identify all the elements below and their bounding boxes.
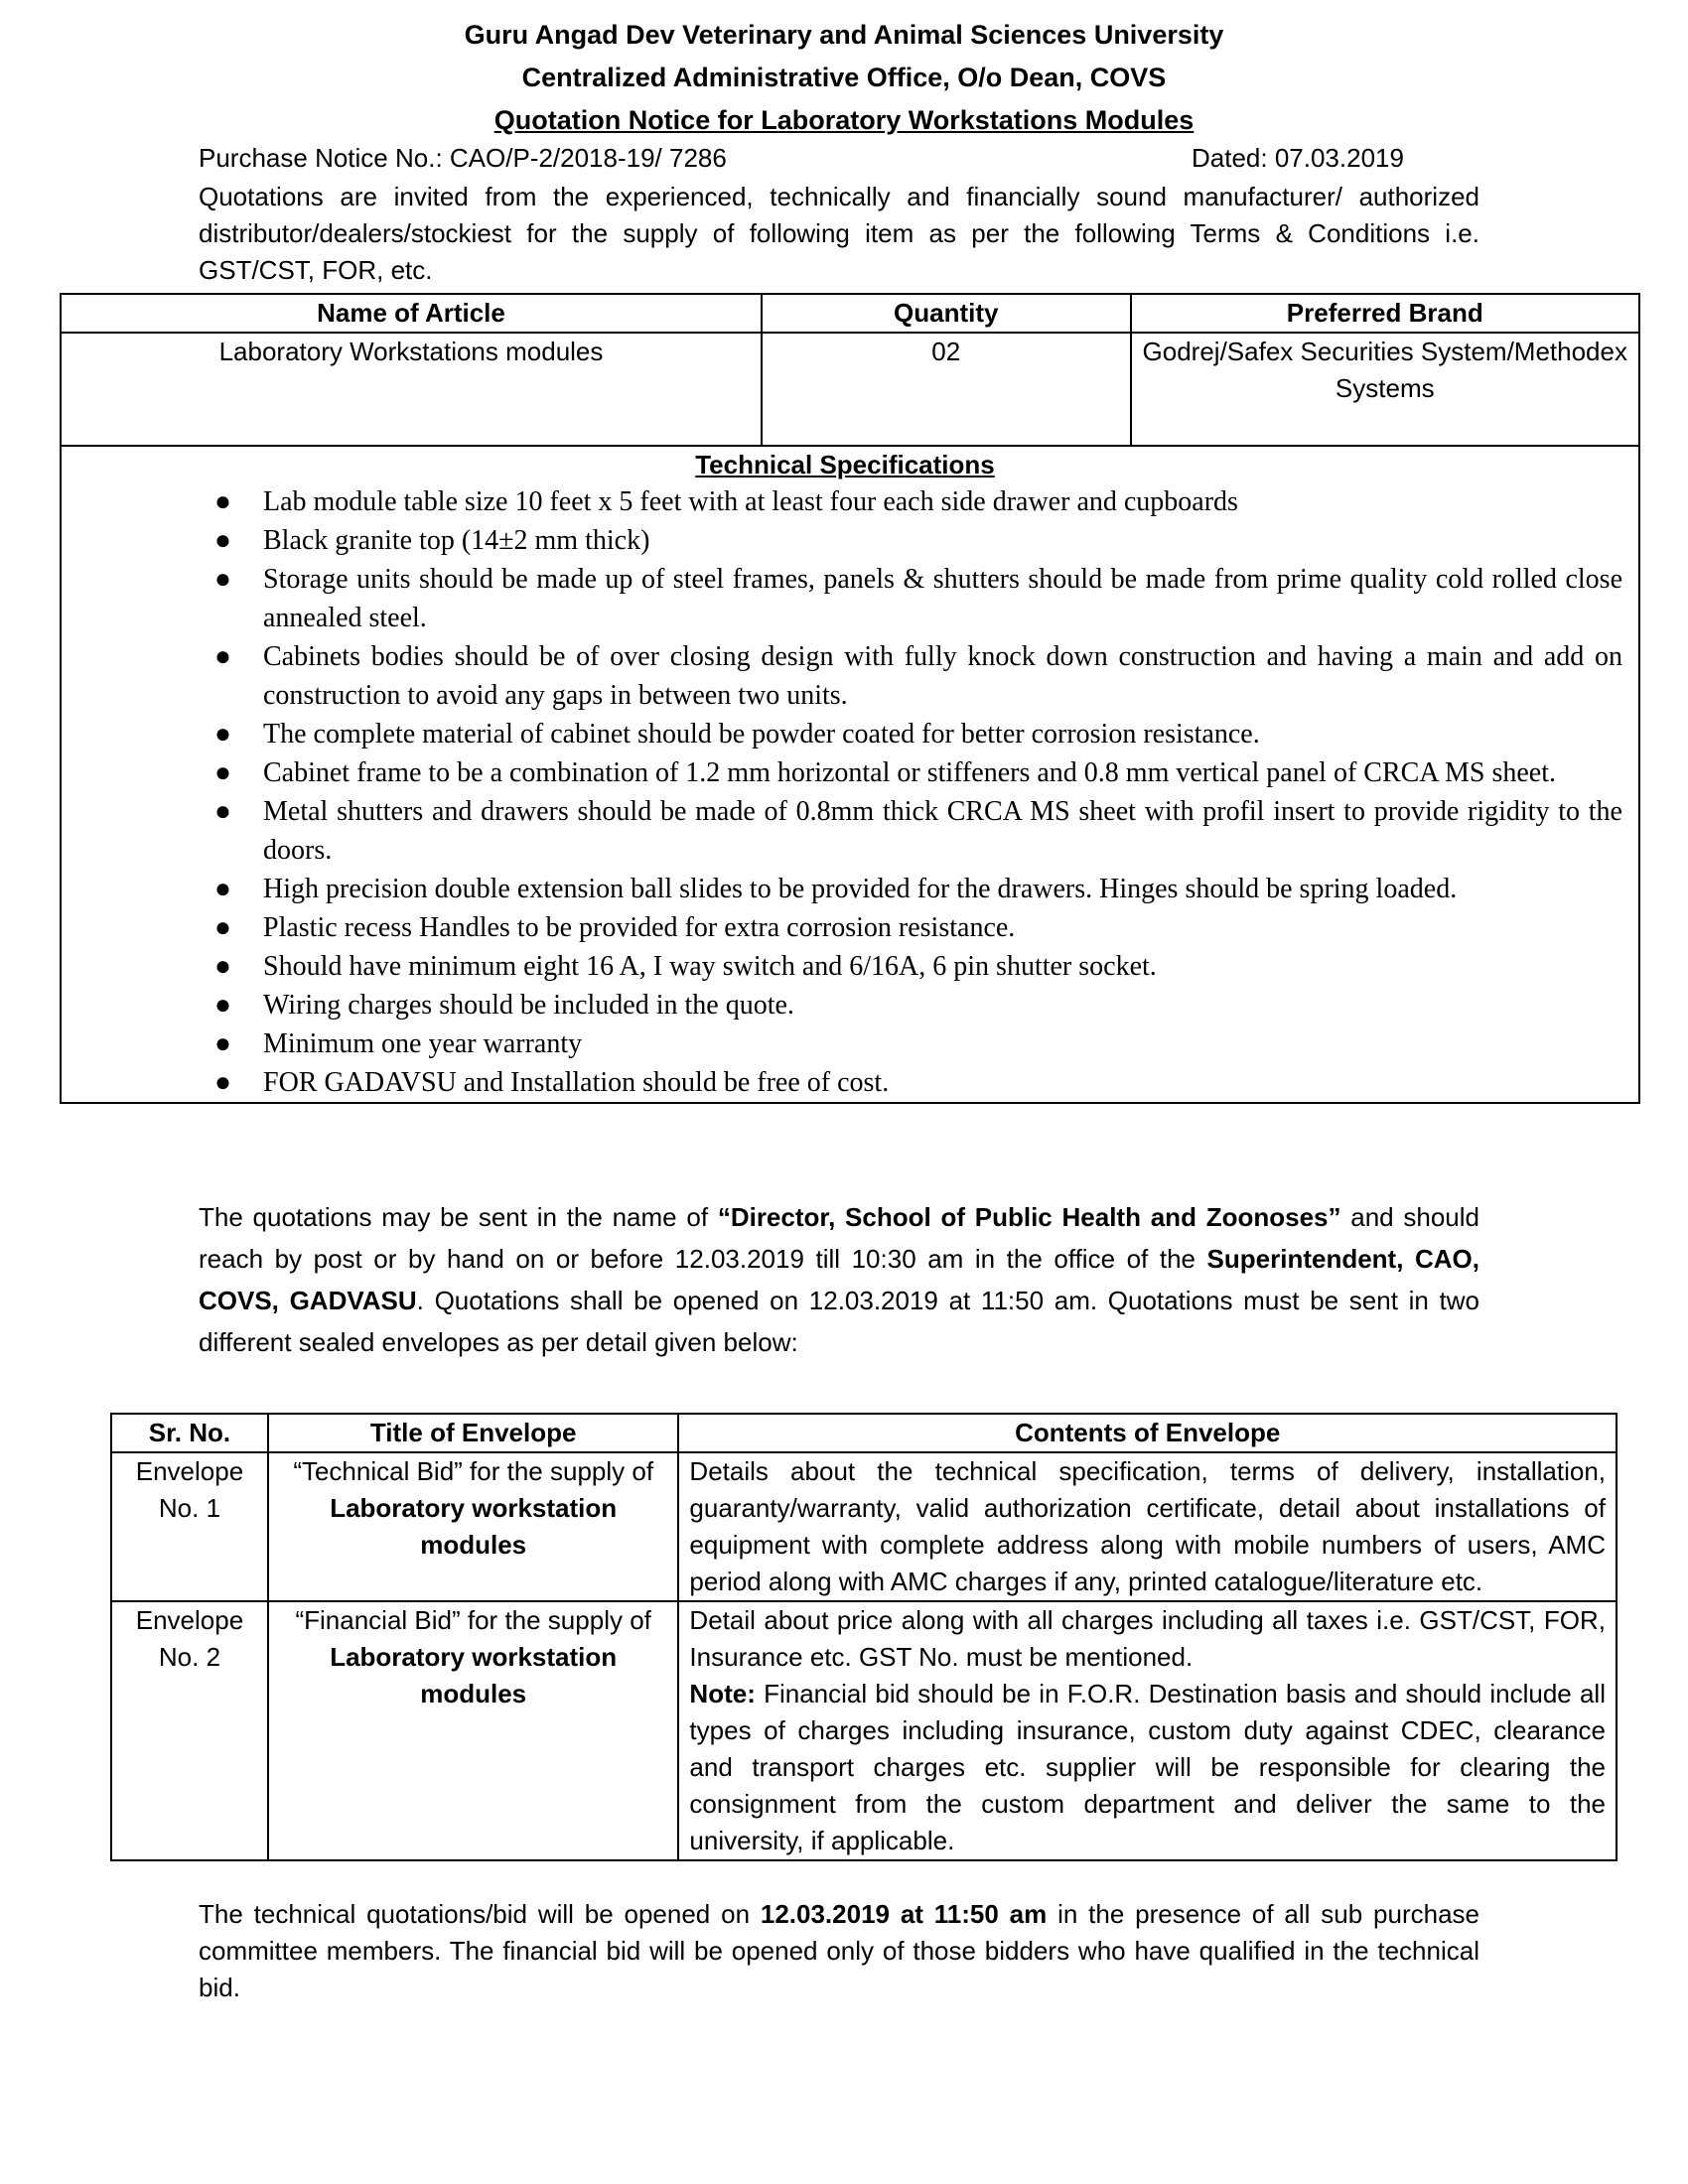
envelope-title [268, 1452, 678, 1601]
purchase-notice-number: Purchase Notice No.: CAO/P-2/2018-19/ 7286 [199, 143, 727, 173]
notice-title: Quotation Notice for Laboratory Workstations Modules [493, 105, 1195, 135]
bullet-icon: ● [214, 1067, 231, 1098]
list-item [62, 947, 1628, 986]
article-table [60, 293, 1640, 1104]
opening-text-2: in the presence of all sub purchase committee members. The financial bid will be opened only of those bidders who have qualified in the technical bid. [199, 1899, 1479, 2002]
bullet-icon: ● [214, 564, 231, 595]
spec-text: Black granite top (14±2 mm thick) [263, 525, 650, 556]
spec-text: The complete material of cabinet should be powder coated for better corrosion resistance. [263, 719, 1260, 750]
bullet-icon: ● [214, 796, 231, 827]
note-label: Note: [689, 1679, 756, 1708]
submission-text-2: and should reach by post or by hand on or before 12.03.2019 till 10:30 am in the office of the [199, 1202, 1479, 1274]
bullet-icon: ● [214, 486, 231, 517]
envelope-title-bold: Laboratory workstation modules [330, 1493, 618, 1560]
list-item [62, 482, 1628, 521]
bullet-icon: ● [214, 1028, 231, 1059]
spec-text: Wiring charges should be included in the quote. [263, 990, 794, 1021]
header-name-of-article: Name of Article [61, 294, 762, 333]
header-quantity: Quantity [762, 294, 1131, 333]
opening-date: 12.03.2019 at 11:50 am [760, 1899, 1048, 1929]
spec-text: Should have minimum eight 16 A, I way switch and 6/16A, 6 pin shutter socket. [263, 951, 1157, 982]
envelope-table-header [111, 1414, 1617, 1452]
notice-date: Dated: 07.03.2019 [1192, 143, 1404, 173]
notice-meta [199, 139, 1479, 177]
article-brand: Godrej/Safex Securities System/Methodex Systems [1131, 333, 1639, 446]
envelope-title-text: “Technical Bid” for the supply of [293, 1456, 654, 1486]
header-preferred-brand: Preferred Brand [1131, 294, 1639, 333]
spec-text: Cabinet frame to be a combination of 1.2 mm horizontal or stiffeners and 0.8 mm vertical panel of CRCA MS sheet. [263, 757, 1556, 788]
bullet-icon: ● [214, 719, 231, 750]
list-item [62, 637, 1628, 715]
spec-text: FOR GADAVSU and Installation should be free of cost. [263, 1067, 890, 1098]
envelope-table [110, 1413, 1618, 1861]
intro-paragraph: Quotations are invited from the experienced, technically and financially sound manufacturer/ authorized distributor/dealers/stockiest for the supply of following item as per the following Terms & Conditions i.e. GST/CST, FOR, etc. [199, 182, 1479, 285]
note-text: Financial bid should be in F.O.R. Destination basis and should include all types of charges including insurance, custom duty against CDEC, clearance and transport charges etc. supplier will be responsible for clearing the consignment from the custom department and deliver the same to the university, if applicable. [689, 1679, 1606, 1855]
document-header [0, 14, 1688, 142]
list-item [62, 792, 1628, 870]
office-superintendent: Superintendent, CAO, COVS, GADVASU [199, 1244, 1479, 1315]
list-item [62, 753, 1628, 792]
bullet-icon: ● [214, 874, 231, 904]
list-item [62, 870, 1628, 908]
spec-row [61, 446, 1639, 1103]
list-item [62, 560, 1628, 637]
submission-text-1: The quotations may be sent in the name of [199, 1202, 718, 1232]
spec-cell [61, 446, 1639, 1103]
envelope-title [268, 1601, 678, 1860]
opening-text-1: The technical quotations/bid will be opened on [199, 1899, 761, 1929]
spec-text: Lab module table size 10 feet x 5 feet with at least four each side drawer and cupboards [263, 486, 1238, 517]
list-item [62, 908, 1628, 947]
list-item [62, 521, 1628, 560]
spec-text: Storage units should be made up of steel frames, panels & shutters should be made from prime quality cold rolled close annealed steel. [263, 564, 1622, 633]
header-title-of-envelope: Title of Envelope [268, 1414, 678, 1452]
bullet-icon: ● [214, 912, 231, 943]
header-sr-no: Sr. No. [111, 1414, 268, 1452]
financial-contents-text: Detail about price along with all charges including all taxes i.e. GST/CST, FOR, Insurance etc. GST No. must be mentioned. [689, 1605, 1606, 1672]
spec-title: Technical Specifications [695, 450, 995, 479]
list-item [62, 986, 1628, 1024]
envelope-sr: Envelope No. 1 [111, 1452, 268, 1601]
opening-paragraph [199, 1896, 1479, 2006]
spec-text: Metal shutters and drawers should be made of 0.8mm thick CRCA MS sheet with profil insert to provide rigidity to the doors. [263, 796, 1622, 866]
spec-list [62, 482, 1628, 1102]
office-name: Centralized Administrative Office, O/o Dean, COVS [521, 63, 1167, 92]
article-name: Laboratory Workstations modules [61, 333, 762, 446]
article-quantity: 02 [762, 333, 1131, 446]
bullet-icon: ● [214, 525, 231, 556]
table-row [111, 1452, 1617, 1601]
addressee: “Director, School of Public Health and Zoonoses” [717, 1202, 1341, 1232]
list-item [62, 1063, 1628, 1102]
bullet-icon: ● [214, 990, 231, 1021]
table-row [111, 1601, 1617, 1860]
spec-text: High precision double extension ball slides to be provided for the drawers. Hinges should be spring loaded. [263, 874, 1458, 904]
envelope-sr: Envelope No. 2 [111, 1601, 268, 1860]
university-name: Guru Angad Dev Veterinary and Animal Sciences University [464, 20, 1224, 50]
article-table-header [61, 294, 1639, 333]
spec-text: Minimum one year warranty [263, 1028, 583, 1059]
spec-text: Plastic recess Handles to be provided for extra corrosion resistance. [263, 912, 1016, 943]
bullet-icon: ● [214, 951, 231, 982]
article-row [61, 333, 1639, 446]
bullet-icon: ● [214, 757, 231, 788]
submission-text-3: . Quotations shall be opened on 12.03.2019 at 11:50 am. Quotations must be sent in two different sealed envelopes as per detail given below: [199, 1286, 1479, 1357]
envelope-contents [678, 1601, 1617, 1860]
envelope-contents: Details about the technical specification, terms of delivery, installation, guaranty/warranty, valid authorization certificate, detail about installations of equipment with complete address along with mobile numbers of users, AMC period along with AMC charges if any, printed catalogue/literature etc. [678, 1452, 1617, 1601]
envelope-title-bold: Laboratory workstation modules [330, 1642, 618, 1708]
header-contents-of-envelope: Contents of Envelope [678, 1414, 1617, 1452]
bullet-icon: ● [214, 641, 231, 672]
list-item [62, 1024, 1628, 1063]
financial-note [689, 1676, 1606, 1859]
envelope-title-text: “Financial Bid” for the supply of [295, 1605, 651, 1635]
spec-text: Cabinets bodies should be of over closing design with fully knock down construction and having a main and add on construction to avoid any gaps in between two units. [263, 641, 1622, 711]
submission-paragraph [199, 1196, 1479, 1363]
list-item [62, 715, 1628, 753]
